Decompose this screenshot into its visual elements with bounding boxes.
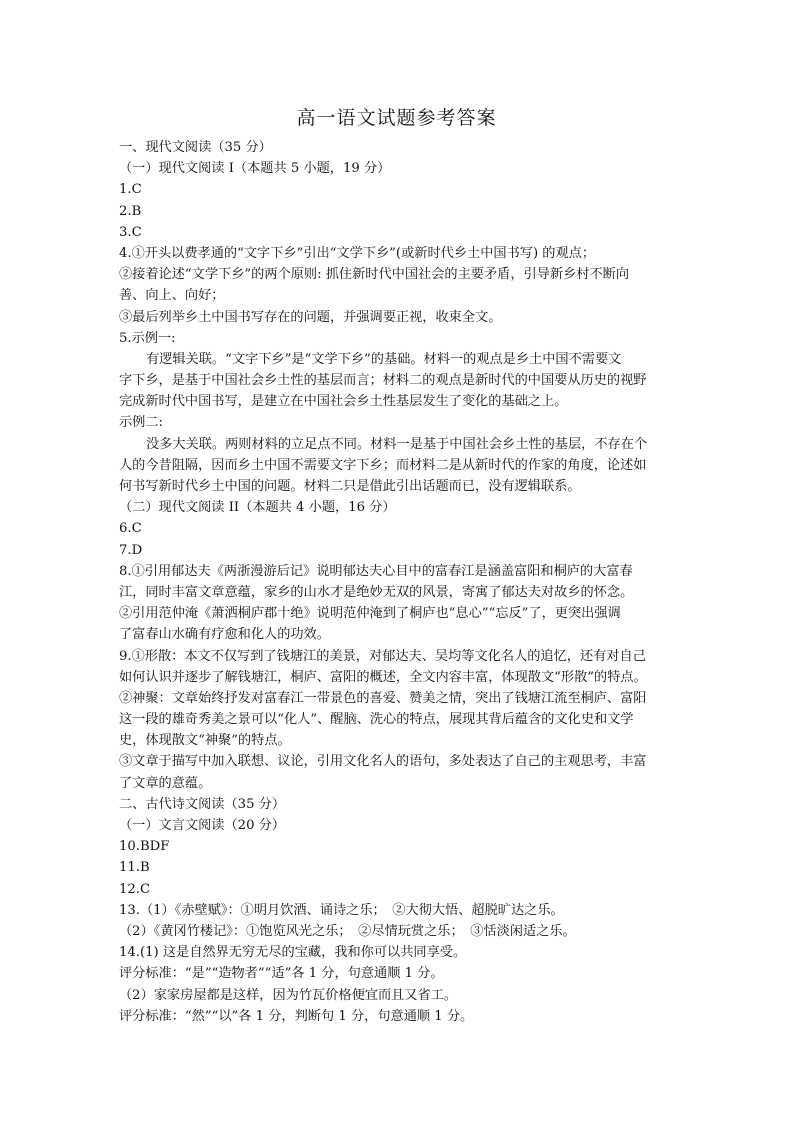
answer-line: 11.B (119, 860, 150, 876)
page-title: 高一语文试题参考答案 (296, 107, 497, 129)
answer-line: 有逻辑关联。“文字下乡”是“文学下乡”的基础。材料一的观点是乡土中国不需要文 (146, 351, 622, 367)
answer-line: 8.①引用郁达夫《两浙漫游后记》说明郁达夫心目中的富春江是涵盖富阳和桐庐的大富春 (119, 563, 633, 579)
answer-line: 5.示例一: (119, 330, 176, 346)
subsection-heading: （一）文言文阅读（20 分） (119, 818, 286, 833)
section-heading: 二、古代诗文阅读（35 分） (119, 796, 286, 812)
answer-line: 完成新时代中国书写，是建立在中国社会乡土性基层发生了变化的基础之上。 (119, 394, 568, 410)
answer-line: 6.C (119, 521, 142, 537)
answer-line: 江，同时丰富文章意蕴，家乡的山水才是绝妙无双的风景，寄寓了郁达夫对故乡的怀念。 (119, 584, 634, 600)
answer-line: （2）《黄冈竹楼记》：①饱览风光之乐； ②尽情玩赏之乐； ③恬淡闲适之乐。 (119, 923, 576, 939)
answer-body (119, 137, 694, 1027)
answer-line: 这一段的雄奇秀美之景可以“化人”、醒脑、洗心的特点，展现其背后蕴含的文化史和文学 (119, 712, 634, 728)
answer-line: 4.①开头以费孝通的“文字下乡”引出“文学下乡”(或新时代乡土中国书写) 的观点； (119, 245, 596, 261)
answer-line: 13.（1）《赤壁赋》：①明月饮酒、诵诗之乐； ②大彻大悟、超脱旷达之乐。 (119, 902, 564, 918)
answer-line: 史，体现散文“神聚”的特点。 (119, 733, 291, 749)
answer-line: 如何认识并逐步了解钱塘江，桐庐、富阳的概述，全文内容丰富，体现散文“形散”的特点。 (119, 669, 647, 685)
answer-line: ②接着论述“文学下乡”的两个原则: 抓住新时代中国社会的主要矛盾，引导新乡村不断向 (119, 267, 630, 283)
answer-line: 了文章的意蕴。 (119, 775, 212, 791)
answer-line: 2.B (119, 203, 142, 219)
answer-line: 7.D (119, 542, 143, 558)
answer-line: ③文章于描写中加入联想、议论，引用文化名人的语句，多处表达了自己的主观思考，丰富 (119, 754, 647, 770)
scoring-line: 评分标准：“是”“造物者”“适”各 1 分，句意通顺 1 分。 (119, 966, 444, 982)
answer-line: 了富春山水确有疗愈和化人的功效。 (119, 627, 330, 643)
answer-line: 何书写新时代乡土中国的问题。材料二只是借此引出话题而已，没有逻辑联系。 (119, 479, 581, 494)
scoring-line: 评分标准：“然”“以”各 1 分，判断句 1 分，句意通顺 1 分。 (119, 1008, 474, 1024)
answer-line: 没多大关联。两则材料的立足点不同。材料一是基于中国社会乡土性的基层，不存在个 (146, 436, 648, 452)
answer-line: ③最后列举乡土中国书写存在的问题，并强调要正视，收束全文。 (119, 309, 502, 325)
answer-line: 1.C (119, 182, 142, 198)
answer-line: 人的今昔阻隔，因而乡土中国不需要文字下乡；而材料二是从新时代的作家的角度，论述如 (119, 457, 647, 473)
answer-line: 字下乡，是基于中国社会乡土性的基层而言；材料二的观点是新时代的中国要从历史的视野 (119, 373, 647, 389)
subsection-heading: （二）现代文阅读 II（本题共 4 小题，16 分） (119, 500, 396, 516)
answer-line: 示例二: (119, 415, 164, 431)
answer-line: 12.C (119, 881, 151, 897)
answer-line: 善、向上、向好； (119, 288, 225, 304)
answer-line: （2）家家房屋都是这样，因为竹瓦价格便宜而且又省工。 (119, 987, 458, 1003)
subsection-heading: （一）现代文阅读 I（本题共 5 小题，19 分） (119, 161, 391, 177)
answer-line: 3.C (119, 224, 142, 240)
answer-line: ②神聚：文章始终抒发对富春江一带景色的喜爱、赞美之情，突出了钱塘江流至桐庐、富阳 (119, 690, 647, 706)
section-heading: 一、现代文阅读（35 分） (119, 140, 272, 155)
answer-line: ②引用范仲淹《萧洒桐庐郡十绝》说明范仲淹到了桐庐也“息心”“忘反”了，更突出强调 (119, 606, 621, 622)
answer-line: 14.(1) 这是自然界无穷无尽的宝藏，我和你可以共同享受。 (119, 945, 467, 961)
answer-line: 9.①形散：本文不仅写到了钱塘江的美景，对郁达夫、吴均等文化名人的追忆，还有对自己 (119, 648, 646, 664)
answer-line: 10.BDF (119, 839, 170, 855)
